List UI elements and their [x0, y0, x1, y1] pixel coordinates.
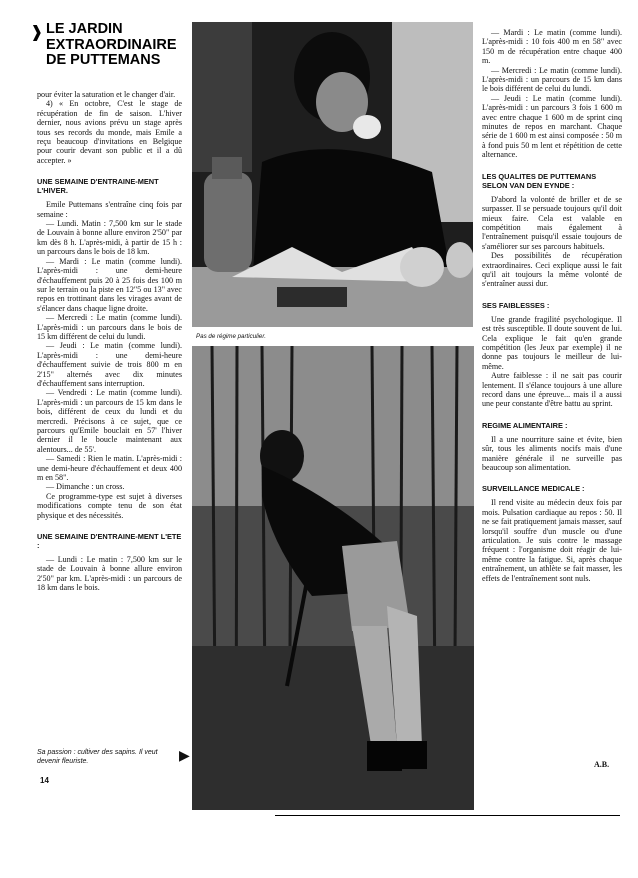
paragraph: — Jeudi : Le matin (comme lundi). L'après-midi : un parcours 3 fois 1 600 m avec entre chaque 1 600 m de sprint cinq minutes de repos en marchant. Chaque série de 1 600 m est ainsi composée : 50 m à fond puis 50 m lent et répétition de cette alternance. — [482, 93, 622, 160]
section-heading: UNE SEMAINE D'ENTRAINE-MENT L'ETE : — [37, 532, 182, 551]
paragraph: Il a une nourriture saine et évite, bien sûr, tous les aliments nocifs mais d'une manière générale il ne surveille pas beaucoup son alimentation. — [482, 434, 622, 473]
paragraph: — Lundi. Matin : 7,500 km sur le stade de Louvain à bonne allure environ 2'50" par km dès 8 h. L'après-midi, à partir de 15 h : un parcours dans le bois de 18 km. — [37, 219, 182, 257]
paragraph: 4) « En octobre, C'est le stage de récupération de fin de saison. L'hiver dernier, nous avions prévu un stage après tous ses records du monde, mais Emile a reçu beaucoup d'invitations en Belgique pour courir devant son public et il a dû accepter. » — [37, 99, 182, 165]
title-line-3: DE PUTTEMANS — [46, 52, 161, 68]
paragraph: — Mardi : Le matin (comme lundi). L'après-midi : une demi-heure d'échauffement puis 20 à 25 fois des 100 m sur le terrain ou la piste en 12"5 ou 13" avec repos en trottinant dans les virages avant de s'élancer dans chaque ligne droite. — [37, 256, 182, 313]
paragraph: — Samedi : Rien le matin. L'après-midi : une demi-heure d'échauffement et deux 400 m en 58". — [37, 454, 182, 483]
paragraph: — Dimanche : un cross. — [46, 482, 125, 492]
paragraph: Autre faiblesse : il ne sait pas courir lentement. Il s'élance toujours à une allure record dans une épreuve... mais il a aussi une peur constante d'être battu au sprint. — [482, 371, 622, 409]
section-heading: SES FAIBLESSES : — [482, 300, 550, 310]
page-number: 14 — [40, 776, 49, 785]
caption-top-photo: Pas de régime particulier. — [196, 333, 266, 340]
section-heading: UNE SEMAINE D'ENTRAINE-MENT L'HIVER. — [37, 177, 159, 196]
photo-athlete-eating-image — [192, 22, 473, 327]
divider — [275, 815, 620, 816]
right-column — [482, 28, 622, 583]
paragraph: Des possibilités de récupération extraordinaires. Ceci explique aussi le fait qu'il ait toujours la même volonté de s'entraîner aussi dur. — [482, 251, 622, 289]
paragraph: — Mercredi : Le matin (comme lundi). L'après-midi : un parcours de 15 km dans le bois différent de celui du lundi. — [482, 65, 622, 94]
photo-athlete-eating — [192, 22, 473, 327]
caption-arrow-icon: ▶ — [179, 749, 190, 764]
paragraph: D'abord la volonté de briller et de se surpasser. Il se persuade toujours qu'il doit mieux faire. Cela est valable en compétition mais également à l'entraînement puisqu'il essaie toujours de s'améliorer sur ses parcours habituels. — [482, 194, 622, 251]
title-line-2: EXTRAORDINAIRE — [46, 36, 177, 53]
caption-bottom-photo: Sa passion : cultiver des sapins. Il veut devenir fleuriste. — [37, 749, 158, 765]
title-line-1: LE JARDIN — [46, 21, 123, 37]
paragraph: Une grande fragilité psychologique. Il est très susceptible. Il doute souvent de lui. Cela explique le fait qu'en grande compétition (les Jeux par exemple) il ne donne pas toujours le meilleur de lui-même. — [482, 314, 622, 371]
paragraph: Ce programme-type est sujet à diverses modifications compte tenu de son état physique et des nécessités. — [37, 491, 182, 520]
photo-athlete-gardening-image — [192, 346, 474, 810]
author-signature: A.B. — [594, 760, 610, 769]
section-heading: LES QUALITES DE PUTTEMANS SELON VAN DEN EYNDE : — [482, 171, 597, 190]
left-column — [37, 90, 182, 593]
section-heading: REGIME ALIMENTAIRE : — [482, 420, 568, 430]
paragraph: — Lundi : Le matin : 7,500 km sur le stade de Louvain à bonne allure environ 2'50" par km. L'après-midi : un parcours de 18 km dans le bois. — [37, 555, 182, 593]
paragraph: — Mardi : Le matin (comme lundi). L'après-midi : 10 fois 400 m en 58" avec 150 m de récupération entre chaque 400 m. — [482, 28, 622, 66]
section-heading: SURVEILLANCE MEDICALE : — [482, 484, 585, 494]
paragraph: Il rend visite au médecin deux fois par mois. Pulsation cardiaque au repos : 50. Il ne se fait pratiquement jamais masser, sauf lorsqu'il souffre d'un muscle ou d'une articulation. Je suis contre le massage fréquent : l'organisme doit réagir de lui-même contre la fatigue. Si, après chaque entraînement, un athlète se fait masser, les effets de l'entraînement sont nuls. — [482, 498, 622, 583]
paragraph: — Jeudi : Le matin (comme lundi). L'après-midi : une demi-heure d'échauffement suivie de trois 800 m en 2'15" alternés avec dix minutes d'échauffement sans interruption. — [37, 341, 182, 388]
paragraph: pour éviter la saturation et le changer d'air. — [37, 90, 176, 99]
paragraph: — Mercredi : Le matin (comme lundi). L'après-midi : un parcours dans le bois de 15 km différent de celui du lundi. — [37, 313, 182, 341]
paragraph: Emile Puttemans s'entraîne cinq fois par semaine : — [37, 200, 182, 219]
photo-athlete-gardening — [192, 346, 474, 810]
paragraph: — Vendredi : Le matin (comme lundi). L'après-midi : un parcours de 15 km dans le bois, différent de ceux du lundi et du mercredi. Précisons à ce sujet, que ce parcours qu'Emile bouclait en 57' l'hiver dernier il le boucle maintenant aux alentours... de 55'. — [37, 388, 182, 454]
title-arrow-icon: ❱ — [30, 24, 44, 41]
